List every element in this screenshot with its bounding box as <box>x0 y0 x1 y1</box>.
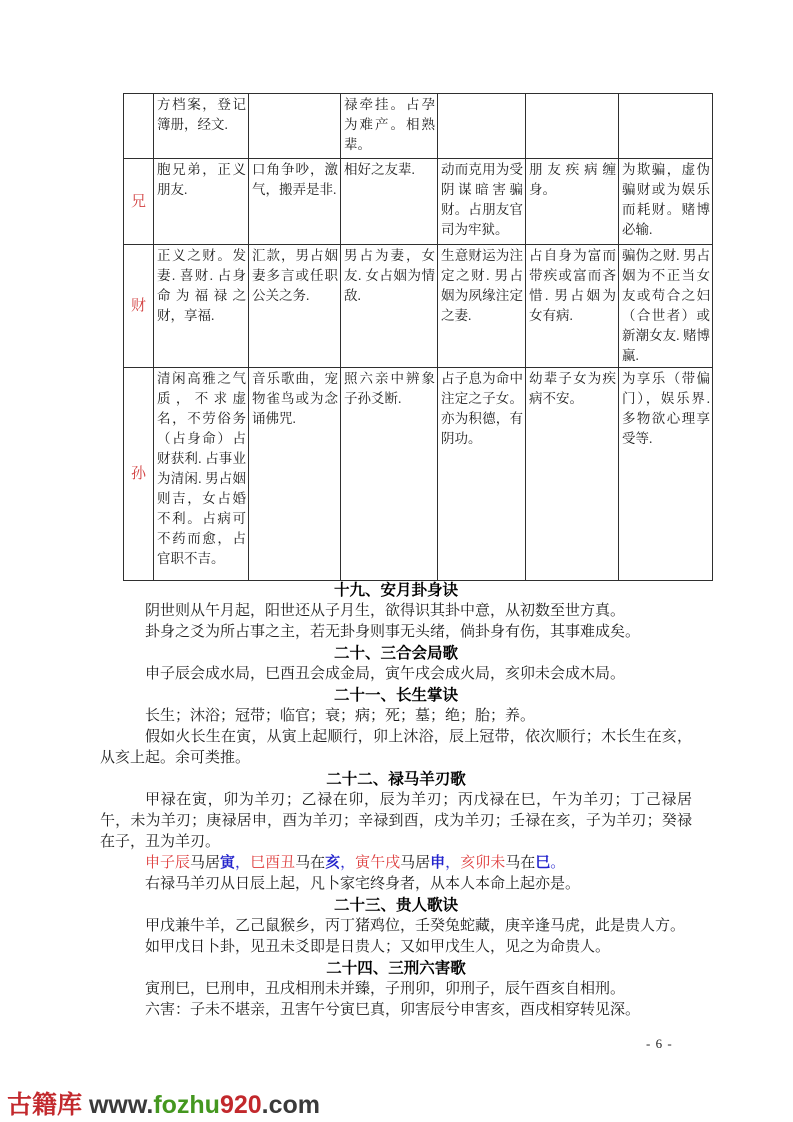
colored-segment: 申子辰 <box>145 855 191 871</box>
table-cell: 朋友疾病缠身。 <box>526 159 619 245</box>
colored-segment: 亥 <box>325 855 341 871</box>
footer-watermark <box>7 1085 320 1121</box>
section-heading: 二十、三合会局歌 <box>333 645 458 662</box>
table-cell: 幼辈子女为疾病不安。 <box>526 368 619 581</box>
row-label <box>124 94 154 159</box>
verse-sections <box>100 580 692 1021</box>
table-cell: 音乐歌曲，宠物雀鸟或为念诵佛咒. <box>249 368 341 581</box>
section <box>100 685 692 769</box>
watermark-segment: 古籍库 <box>7 1091 89 1119</box>
paragraph: 长生；沐浴；冠带；临官；衰；病；死；墓；绝；胎；养。 <box>145 708 536 724</box>
table-cell <box>526 94 619 159</box>
section-heading: 二十二、禄马羊刃歌 <box>326 771 466 788</box>
section <box>100 895 692 958</box>
row-label: 财 <box>124 245 154 368</box>
table-cell: 方档案，登记簿册，经文. <box>154 94 249 159</box>
table-cell: 为享乐（带偏门），娱乐界. 多物欲心理享受等. <box>619 368 713 581</box>
table-cell: 正义之财。发妻. 喜财. 占身命为福禄之财，享福. <box>154 245 249 368</box>
row-label: 兄 <box>124 159 154 245</box>
colored-segment: ， <box>340 855 356 871</box>
colored-segment: 马在 <box>295 855 326 871</box>
colored-segment: 寅 <box>220 855 236 871</box>
paragraph: 阴世则从午月起，阳世还从子月生，欲得识其卦中意，从初数至世方真。 <box>145 603 626 619</box>
table-cell: 口角争吵，激气，搬弄是非. <box>249 159 341 245</box>
section-heading: 二十四、三刑六害歌 <box>326 960 466 977</box>
watermark-segment: www. <box>88 1091 154 1119</box>
paragraph: 六害：子未不堪亲，丑害午兮寅巳真，卯害辰兮申害亥，酉戌相穿转见深。 <box>145 1002 641 1018</box>
row-label: 孙 <box>124 368 154 581</box>
table-cell: 清闲高雅之气质，不求虚名，不劳俗务（占身命）占财获利. 占事业为清闲. 男占姻则吉，女占婚不利。占病可不药而愈，占官职不吉。 <box>154 368 249 581</box>
table-cell: 照六亲中辨象子孙爻断. <box>341 368 438 581</box>
section <box>100 643 692 685</box>
table-cell <box>438 94 526 159</box>
paragraph: 右禄马羊刃从日辰上起，凡卜家宅终身者，从本人本命上起亦是。 <box>145 876 581 892</box>
colored-segment: 巳 <box>535 855 551 871</box>
section-heading: 二十一、长生掌诀 <box>333 687 458 704</box>
colored-segment: ， <box>445 855 461 871</box>
colored-segment: 马居 <box>400 855 431 871</box>
table-cell: 男占为妻，女友. 女占姻为情敌. <box>341 245 438 368</box>
table-cell: 汇款，男占姻妻多言或任职公关之务. <box>249 245 341 368</box>
paragraph: 卦身之爻为所占事之主，若无卦身则事无头绪，倘卦身有伤，其事难成矣。 <box>145 624 641 640</box>
colored-segment: ， <box>235 855 251 871</box>
table-cell: 骗伪之财. 男占姻为不正当女友或苟合之妇（合世者）或新潮女友. 赌博赢. <box>619 245 713 368</box>
table-cell: 生意财运为注定之财. 男占姻为夙缘注定之妻. <box>438 245 526 368</box>
page-number: - 6 - <box>646 1036 673 1051</box>
table-cell: 相好之友辈. <box>341 159 438 245</box>
colored-segment: 寅午戌 <box>355 855 401 871</box>
colored-segment: 。 <box>550 855 566 871</box>
paragraph: 如甲戊日卜卦，见丑未爻即是日贵人；又如甲戊生人，见之为命贵人。 <box>145 939 611 955</box>
paragraph: 申子辰会成水局，巳酉丑会成金局，寅午戌会成火局，亥卯未会成木局。 <box>145 666 626 682</box>
colored-segment: 亥卯未 <box>460 855 506 871</box>
watermark-segment: fozhu <box>153 1091 220 1119</box>
paragraph: 寅刑巳，巳刑申，丑戌相刑未并臻，子刑卯，卯刑子，辰午酉亥自相刑。 <box>145 981 626 997</box>
section <box>100 769 692 895</box>
table-row <box>124 159 713 245</box>
section <box>100 580 692 643</box>
table-row <box>124 94 713 159</box>
colored-segment: 马在 <box>505 855 536 871</box>
table-cell: 禄牵挂。占孕为难产。相熟辈。 <box>341 94 438 159</box>
table-cell: 占子息为命中注定之子女。亦为积德，有阴功。 <box>438 368 526 581</box>
table-cell <box>249 94 341 159</box>
watermark-segment: .com <box>261 1091 321 1119</box>
paragraph: 假如火长生在寅，从寅上起顺行，卯上沐浴，辰上冠带，依次顺行；木长生在亥，从亥上起。余可类推。 <box>100 729 692 766</box>
colored-segment: 申 <box>430 855 446 871</box>
section-heading: 十九、安月卦身诀 <box>333 582 458 599</box>
paragraph: 甲戊兼牛羊，乙己鼠猴乡，丙丁猪鸡位，壬癸兔蛇藏，庚辛逢马虎，此是贵人方。 <box>145 918 686 934</box>
section <box>100 958 692 1021</box>
table-cell: 占自身为富而带疾或富而吝惜. 男占姻为女有病. <box>526 245 619 368</box>
table-row <box>124 368 713 581</box>
watermark-segment: 920 <box>219 1091 262 1119</box>
table-cell: 胞兄弟，正义朋友. <box>154 159 249 245</box>
paragraph: 甲禄在寅，卯为羊刃；乙禄在卯，辰为羊刃；丙戊禄在巳，午为羊刃；丁己禄居午，未为羊刃；庚禄居申，酉为羊刃；辛禄到酉，戌为羊刃；壬禄在亥，子为羊刃；癸禄在子，丑为羊刃。 <box>100 792 692 850</box>
colored-segment: 巳酉丑 <box>250 855 296 871</box>
table-cell: 动而克用为受阴谋暗害骗财。占朋友官司为牢狱。 <box>438 159 526 245</box>
paragraph <box>100 853 692 874</box>
colored-segment: 马居 <box>190 855 221 871</box>
table-cell <box>619 94 713 159</box>
table-row <box>124 245 713 368</box>
six-relations-table <box>123 93 713 581</box>
section-heading: 二十三、贵人歌诀 <box>333 897 458 914</box>
table-cell: 为欺骗，虚伪骗财或为娱乐而耗财。赌博必输. <box>619 159 713 245</box>
